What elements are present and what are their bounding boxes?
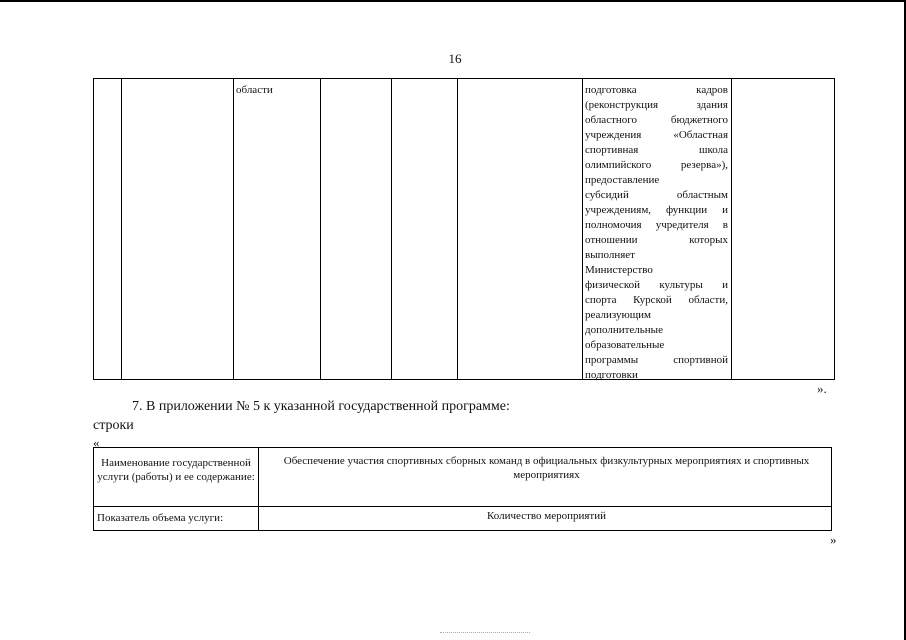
table-column-divider <box>320 79 321 379</box>
description-line: субсидий областным <box>585 189 728 201</box>
volume-indicator-value: Количество мероприятий <box>486 510 607 522</box>
page-number: 16 <box>448 51 462 66</box>
description-line: спорта Курской области, <box>585 294 728 306</box>
table-column-divider <box>731 79 732 379</box>
description-line: программы спортивной <box>585 354 728 366</box>
description-line: (реконструкция здания <box>585 99 728 111</box>
table-column-divider <box>582 79 583 379</box>
description-line: подготовка кадров <box>585 84 728 96</box>
table-row-divider <box>94 506 831 507</box>
service-name-label: Наименование государственной услуги (работы) и ее содержание: <box>97 457 255 483</box>
description-line: физической культуры и <box>585 279 728 291</box>
description-line: подготовки <box>585 369 638 381</box>
scan-artifact <box>440 632 530 633</box>
opening-quote: « <box>93 435 100 450</box>
description-line: предоставление <box>585 174 660 186</box>
service-name-value: Обеспечение участия спортивных сборных команд в официальных физкультурных мероприятиях и спортивных мероприятиях <box>283 455 810 481</box>
table-cell-description <box>585 83 728 383</box>
description-line: реализующим <box>585 309 652 321</box>
volume-indicator-label: Показатель объема услуги: <box>97 512 224 524</box>
closing-quote: ». <box>817 381 827 396</box>
description-line: учреждениям, функции и <box>585 204 728 216</box>
description-line: образовательные <box>585 339 665 351</box>
rows-label: строки <box>93 418 134 433</box>
table-column-divider <box>121 79 122 379</box>
description-line: спортивная школа <box>585 144 728 156</box>
description-line: учреждения «Областная <box>585 129 728 141</box>
table-cell-region: области <box>236 84 273 96</box>
budget-table-continuation <box>93 78 835 380</box>
description-line: олимпийского резерва»), <box>585 159 728 171</box>
description-line: областного бюджетного <box>585 114 728 126</box>
description-line: выполняет <box>585 249 635 261</box>
table-column-divider <box>233 79 234 379</box>
description-line: дополнительные <box>585 324 663 336</box>
table-column-divider <box>258 448 259 530</box>
service-table <box>93 447 832 531</box>
table-column-divider <box>391 79 392 379</box>
description-line: полномочия учредителя в <box>585 219 728 231</box>
description-line: отношении которых <box>585 234 728 246</box>
amendment-paragraph: 7. В приложении № 5 к указанной государственной программе: <box>132 399 510 414</box>
closing-quote: » <box>830 532 837 547</box>
table-column-divider <box>457 79 458 379</box>
description-line: Министерство <box>585 264 653 276</box>
